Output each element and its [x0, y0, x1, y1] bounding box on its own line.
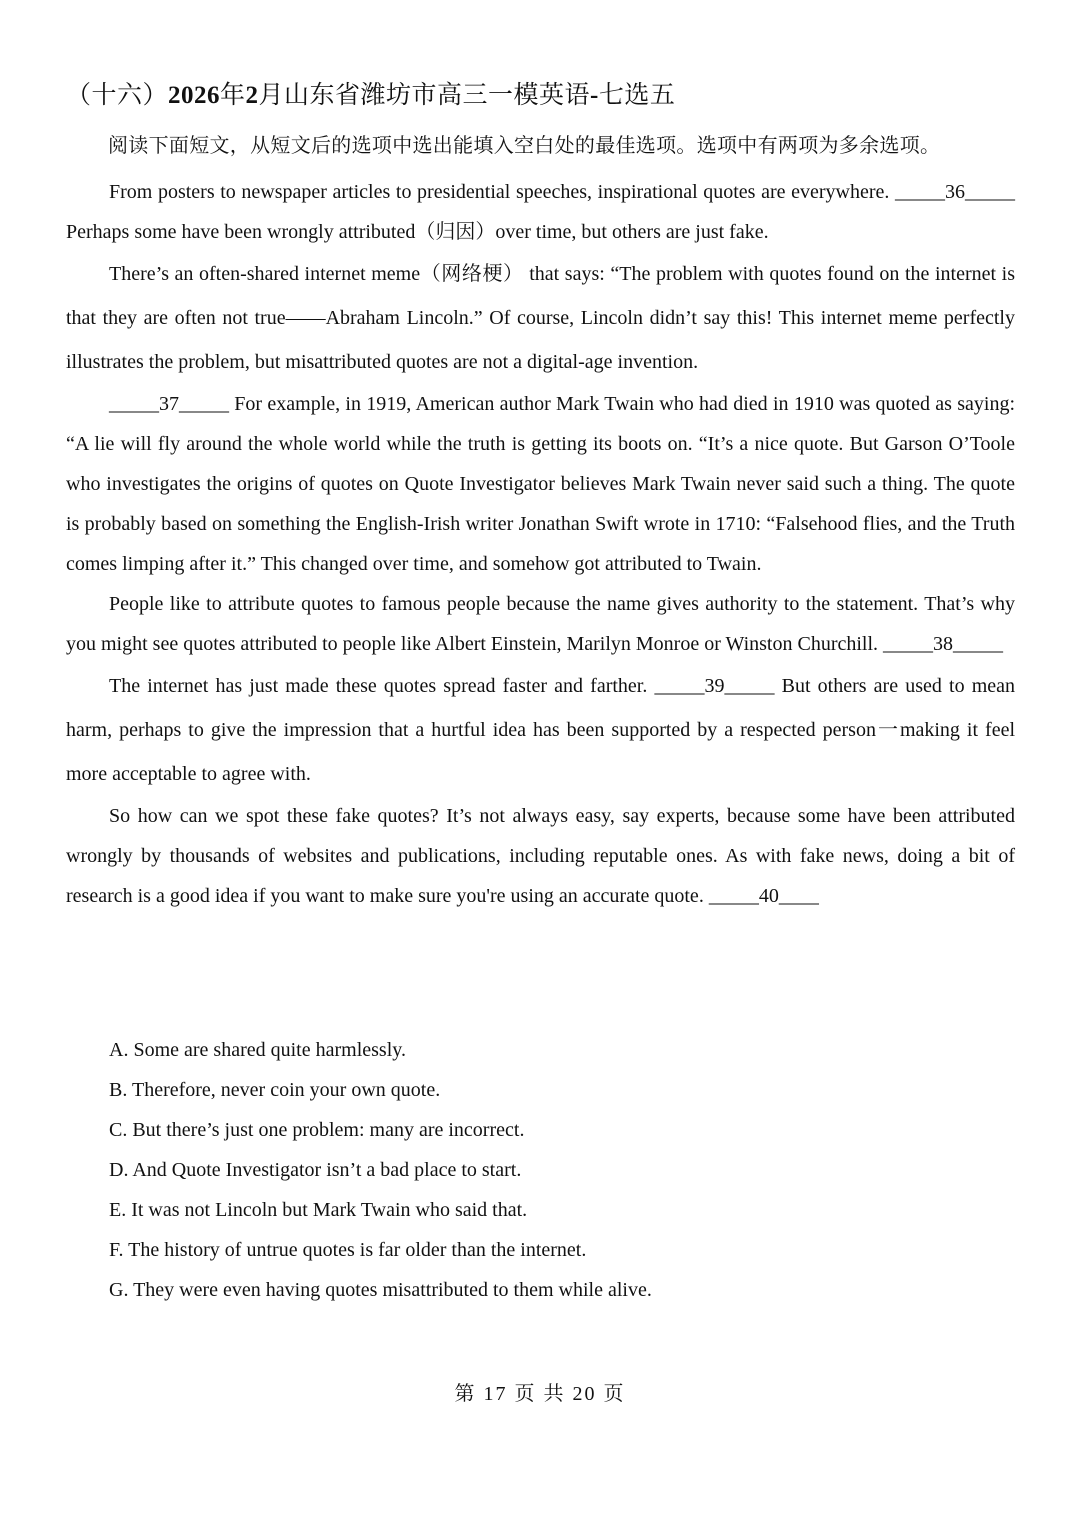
- title-dash: -: [590, 82, 599, 109]
- title-year: 2026: [168, 82, 221, 109]
- option-g: G. They were even having quotes misattributed to them while alive.: [109, 1279, 652, 1301]
- option-f: F. The history of untrue quotes is far older than the internet.: [109, 1239, 587, 1261]
- title-month: 2: [245, 82, 259, 109]
- footer-pre: 第: [454, 1383, 477, 1405]
- paragraph-text: From posters to newspaper articles to presidential speeches, inspirational quotes are everywhere.: [109, 181, 895, 203]
- section-title: [66, 76, 675, 116]
- blank-39: _____39_____: [654, 675, 775, 697]
- paragraph-text: People like to attribute quotes to famous people because the name gives authority to the statement. That’s why you might see quotes attributed to people like Albert Einstein, Marilyn Monroe or Winston Churchill.: [66, 593, 1015, 655]
- blank-40: _____40____: [708, 885, 819, 907]
- page-total: 20: [572, 1383, 597, 1405]
- paragraph-text: Perhaps some have been wrongly attributed（归因）over time, but others are just fake.: [66, 221, 769, 243]
- paragraph-4: [66, 584, 1015, 664]
- blank-36: _____36_____: [895, 181, 1015, 203]
- passage: [66, 172, 1015, 916]
- paragraph-6: [66, 796, 1015, 916]
- paragraph-text: There’s an often-shared internet meme（网络梗） that says: “The problem with quotes found on the internet is that they are often not true——Abraham Lincoln.” Of course, Lincoln didn’t say this! This internet meme perfectly illustrates the problem, but misattributed quotes are not a digital-age invention.: [66, 263, 1015, 373]
- option-c: C. But there’s just one problem: many are incorrect.: [109, 1119, 525, 1141]
- blank-37: _____37_____: [109, 393, 229, 415]
- title-main: 月山东省潍坊市高三一模英语: [258, 82, 591, 109]
- paragraph-3: [66, 384, 1015, 584]
- option-e: E. It was not Lincoln but Mark Twain who said that.: [109, 1199, 528, 1221]
- option-a: A. Some are shared quite harmlessly.: [109, 1039, 406, 1061]
- paragraph-text: The internet has just made these quotes spread faster and farther.: [109, 675, 655, 697]
- paragraph-text: So how can we spot these fake quotes? It’s not always easy, say experts, because some have been attributed wrongly by thousands of websites and publications, including reputable ones. As with fake news, doing a bit of research is a good idea if you want to make sure you're using an accurate quote.: [66, 805, 1015, 907]
- paragraph-1: [66, 172, 1015, 252]
- paragraph-5: [66, 664, 1015, 796]
- paragraph-text: But others are used to mean harm, perhaps to give the impression that a hurtful idea has been supported by a respected person一making it feel more acceptable to agree with.: [66, 675, 1016, 785]
- title-year-char: 年: [220, 82, 246, 109]
- page-footer: [0, 1376, 1080, 1412]
- paragraph-2: [66, 252, 1015, 384]
- option-d: D. And Quote Investigator isn’t a bad place to start.: [109, 1159, 522, 1181]
- option-b: B. Therefore, never coin your own quote.: [109, 1079, 441, 1101]
- instruction-text: 阅读下面短文，从短文后的选项中选出能填入空白处的最佳选项。选项中有两项为多余选项。: [108, 135, 941, 157]
- blank-38: _____38_____: [883, 633, 1004, 655]
- answer-options: [109, 1030, 652, 1310]
- footer-post: 页: [603, 1383, 626, 1405]
- paragraph-text: For example, in 1919, American author Mark Twain who had died in 1910 was quoted as saying: “A lie will fly around the whole world while the truth is getting its boots on. “It’s a nice quote. But Garson O’Toole who investigates the origins of quotes on Quote Investigator believes Mark Twain never said such a thing. The quote is probably based on something the English-Irish writer Jonathan Swift wrote in 1710: “Falsehood flies, and the Truth comes limping after it.” This changed over time, and somehow got attributed to Twain.: [66, 393, 1015, 575]
- footer-mid: 页 共: [514, 1383, 566, 1405]
- title-prefix: （十六）: [66, 82, 169, 109]
- page-number: 17: [483, 1383, 508, 1405]
- title-suffix: 七选五: [598, 82, 676, 109]
